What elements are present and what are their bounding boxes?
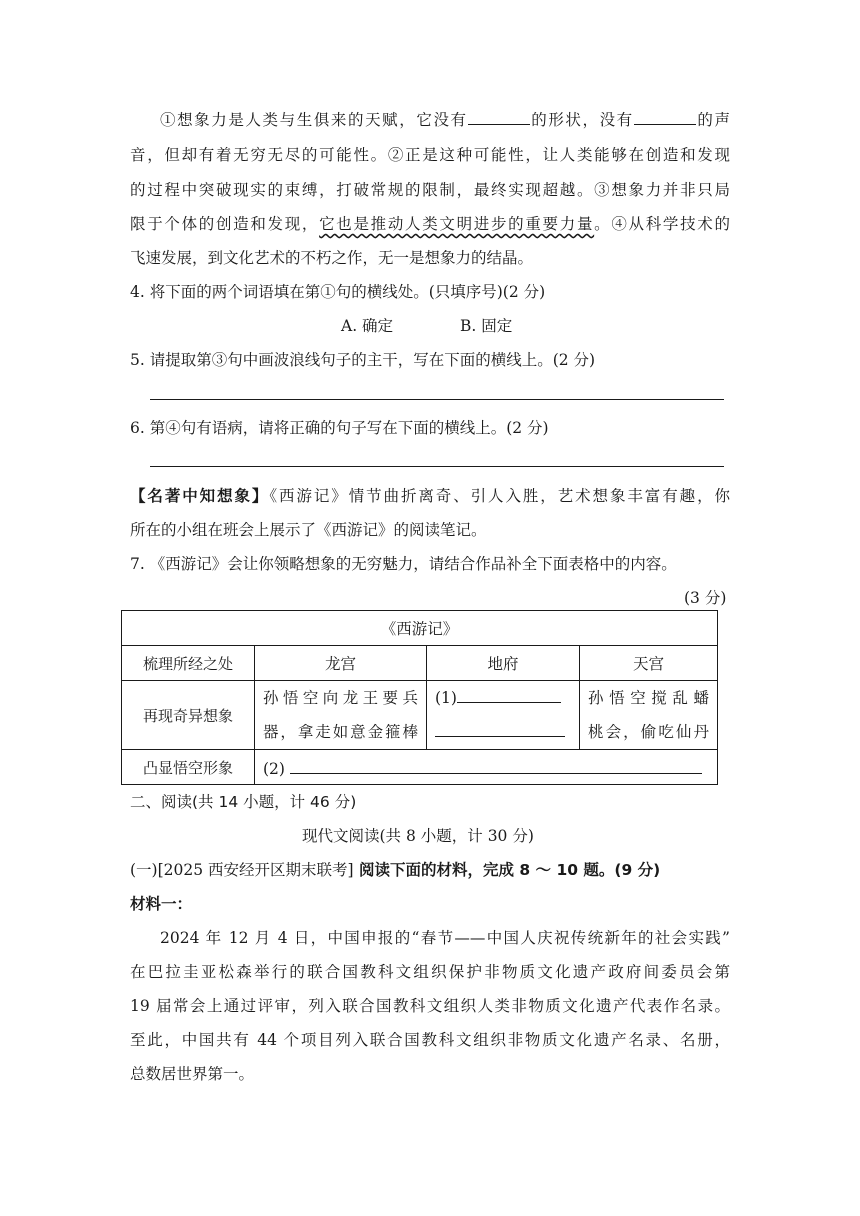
cell-text: 孙悟空搅乱蟠 [588, 689, 709, 707]
question-4: 4. 将下面的两个词语填在第①句的横线处。(只填序号)(2 分) [130, 283, 546, 301]
classic-heading: 【名著中知想象】 [130, 487, 270, 505]
option-b: B. 固定 [460, 317, 513, 335]
passage-text: 。④从科学技术的 [594, 215, 730, 233]
reading-notes-table [121, 610, 718, 785]
row-label-imagination: 再现奇异想象 [122, 681, 255, 750]
fill-blank-table-1b[interactable] [435, 720, 565, 737]
material-1-line-5: 总数居世界第一。 [130, 1065, 255, 1083]
section-2-title: 二、阅读(共 14 小题，计 46 分) [130, 793, 357, 811]
part-1-source: (一)[2025 西安经开区期末联考] [130, 861, 354, 879]
question-5: 5. 请提取第③句中画波浪线句子的主干，写在下面的横线上。(2 分) [130, 351, 596, 369]
passage-line-3: 的过程中突破现实的束缚，打破常规的限制，最终实现超越。③想象力并非只局 [130, 181, 730, 199]
material-1-line-1: 2024 年 12 月 4 日，中国申报的“春节——中国人庆祝传统新年的社会实践” [160, 929, 730, 947]
row-label-places: 梳理所经之处 [122, 646, 255, 681]
wavy-underlined-sentence: 它也是推动人类文明进步的重要力量 [319, 215, 595, 233]
fill-blank-table-2[interactable] [290, 757, 702, 774]
option-a: A. 确定 [341, 317, 394, 335]
subsection-title: 现代文阅读(共 8 小题，计 30 分) [302, 827, 534, 845]
cell-text: 桃会，偷吃仙丹 [588, 723, 709, 741]
cell-underworld-answer[interactable] [427, 681, 580, 750]
fill-blank-table-1[interactable] [457, 686, 561, 703]
answer-number-2: (2) [263, 759, 285, 778]
answer-line-q6[interactable] [150, 466, 724, 467]
passage-line-1 [160, 110, 730, 130]
passage-line-2: 音，但却有着无穷无尽的可能性。②正是这种可能性，让人类能够在创造和发现 [130, 146, 730, 164]
question-7: 7. 《西游记》会让你领略想象的无穷魅力，请结合作品补全下面表格中的内容。 [130, 555, 677, 573]
cell-wukong-image-answer[interactable] [255, 750, 718, 785]
passage-text: 限于个体的创造和发现， [130, 215, 320, 233]
row-label-image: 凸显悟空形象 [122, 750, 255, 785]
fill-blank-2[interactable] [634, 110, 696, 125]
answer-number-1: (1) [435, 689, 457, 707]
question-7-score: (3 分) [684, 589, 727, 607]
passage-text: 的声 [695, 111, 730, 129]
cell-heaven-story [580, 681, 718, 750]
material-1-line-3: 19 届常会上通过评审，列入联合国教科文组织人类非物质文化遗产代表作名录。 [130, 997, 730, 1015]
material-1-line-4: 至此，中国共有 44 个项目列入联合国教科文组织非物质文化遗产名录、名册， [130, 1031, 730, 1049]
part-1-heading [130, 860, 660, 880]
classic-text: 《西游记》情节曲折离奇、引人入胜，艺术想象丰富有趣，你 [269, 487, 730, 505]
classic-intro-line-2: 所在的小组在班会上展示了《西游记》的阅读笔记。 [130, 521, 487, 539]
material-1-label: 材料一： [130, 895, 193, 913]
cell-underworld: 地府 [427, 646, 580, 681]
cell-dragon-palace-story [255, 681, 427, 750]
passage-line-4 [130, 214, 730, 234]
cell-text: 器，拿走如意金箍棒 [263, 723, 418, 741]
material-1-line-2: 在巴拉圭亚松森举行的联合国教科文组织保护非物质文化遗产政府间委员会第 [130, 963, 730, 981]
cell-text: 孙悟空向龙王要兵 [263, 689, 418, 707]
passage-line-5: 飞速发展，到文化艺术的不朽之作，无一是想象力的结晶。 [130, 249, 534, 267]
passage-text: ①想象力是人类与生俱来的天赋，它没有 [160, 111, 468, 129]
passage-text: 的形状，没有 [529, 111, 634, 129]
table-title: 《西游记》 [122, 611, 718, 646]
classic-intro-line-1 [130, 486, 730, 506]
fill-blank-1[interactable] [468, 110, 530, 125]
part-1-instruction: 阅读下面的材料，完成 8 ～ 10 题。(9 分) [353, 861, 661, 879]
answer-line-q5[interactable] [150, 399, 724, 400]
cell-heaven: 天宫 [580, 646, 718, 681]
question-6: 6. 第④句有语病，请将正确的句子写在下面的横线上。(2 分) [130, 419, 549, 437]
cell-dragon-palace: 龙宫 [255, 646, 427, 681]
